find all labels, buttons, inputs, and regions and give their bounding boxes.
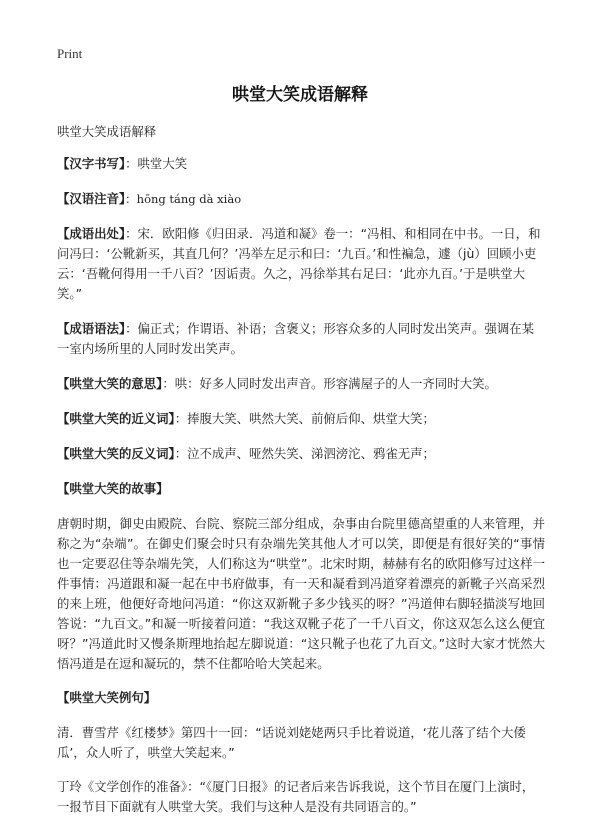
subtitle: 哄堂大笑成语解释 [57, 124, 157, 139]
field-synonyms [57, 409, 545, 429]
field-text: ：哄：好多人同时发出声音。形容满屋子的人一齐同时大笑。 [162, 376, 497, 391]
page-title: 哄堂大笑成语解释 [232, 85, 368, 105]
field-text: ：泣不成声、哑然失笑、涕泗滂沱、鸦雀无声； [174, 446, 435, 461]
field-label: 【哄堂大笑的反义词】 [57, 446, 175, 461]
story-text: 唐朝时期，御史由殿院、台院、察院三部分组成，杂事由台院里德高望重的人来管理，并称之为“杂端”。在御史们聚会时只有杂端先笑其他人才可以笑，即便是有很好笑的“事情也一定要忍住等杂端先笑，人们称这为“哄堂”。北宋时期，赫赫有名的欧阳修写过这样一件事情：冯道跟和凝一起在中书府做事，有一天和凝看到冯道穿着漂亮的新靴子兴高采烈的来上班，他便好奇地问冯道：“你这双新靴子多少钱买的呀？”冯道伸右脚轻描淡写地回答说：“九百文。”和凝一听接着问道：“我这双靴子花了一千八百文，你这双怎么这么便宜呀？”冯道此时又慢条斯理地抬起左脚说道：“这只靴子也花了九百文。”这时大家才恍然大悟冯道是在逗和凝玩的，禁不住都哈哈大笑起来。 [57, 516, 545, 671]
field-text: ：哄堂大笑 [125, 156, 188, 171]
field-label: 【哄堂大笑的意思】 [57, 376, 163, 391]
field-text: ：捧腹大笑、哄然大笑、前俯后仰、烘堂大笑； [174, 411, 435, 426]
field-label: 【成语出处】 [57, 226, 126, 241]
field-label: 【汉字书写】 [57, 156, 126, 171]
example-sentence: 清．曹雪芹《红楼梦》第四十一回：“话说刘姥姥两只手比着说道，‘花儿落了结个大倭瓜’，众人听了，哄堂大笑起来。” [57, 725, 526, 760]
field-source [57, 224, 545, 304]
article-body [57, 122, 545, 831]
examples-heading: 【哄堂大笑例句】 [57, 690, 157, 705]
story-heading: 【哄堂大笑的故事】 [57, 481, 169, 496]
field-label: 【汉语注音】 [57, 191, 126, 206]
field-text: ：宋．欧阳修《归田录．冯道和凝》卷一：“冯相、和相同在中书。一日，和问冯曰：‘公靴新买，其直几何？’冯举左足示和曰：‘九百。’和性褊急，遽（jù）回顾小吏云：‘吾靴何得用一千八百？’因诟责。久之，冯徐举其右足曰：‘此亦九百。’于是哄堂大笑。” [57, 226, 541, 301]
example-sentence: 丁玲《文学创作的准备》：“《厦门日报》的记者后来告诉我说，这个节目在厦门上演时，一报节目下面就有人哄堂大笑。我们与这种人是没有共同语言的。” [57, 779, 535, 814]
field-text: ：偏正式；作谓语、补语；含褒义；形容众多的人同时发出笑声。强调在某一室内场所里的人同时发出笑声。 [57, 321, 535, 356]
field-label: 【成语语法】 [57, 321, 126, 336]
field-grammar [57, 319, 545, 359]
field-pinyin [57, 189, 545, 209]
field-text: ：hōng táng dà xiào [125, 192, 242, 206]
print-link[interactable]: Print [57, 46, 83, 61]
field-antonyms [57, 444, 545, 464]
field-meaning [57, 374, 545, 394]
field-hanzi [57, 154, 545, 174]
field-label: 【哄堂大笑的近义词】 [57, 411, 175, 426]
